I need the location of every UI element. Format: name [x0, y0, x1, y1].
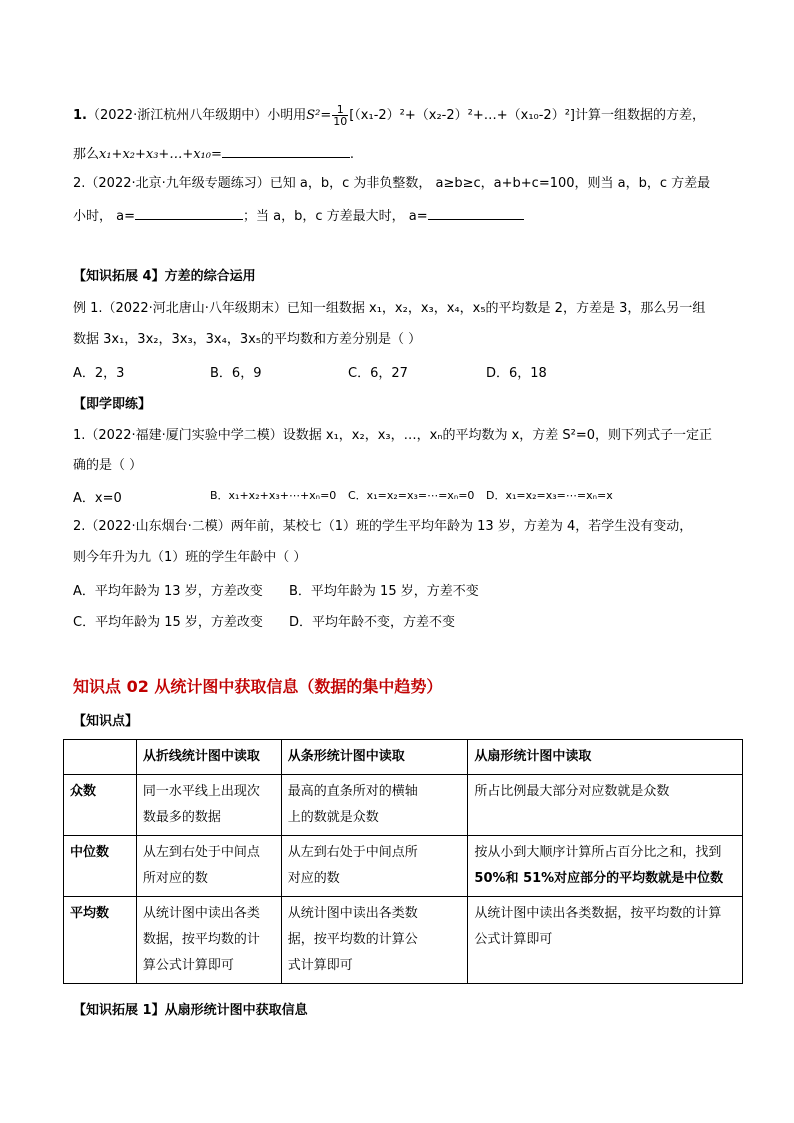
table-cell	[136, 775, 281, 836]
fraction-numerator: 1	[332, 104, 348, 116]
variance-symbol: S²=	[306, 108, 332, 123]
cell-line: 所对应的数	[142, 871, 208, 886]
option-a[interactable]: A．2，3	[73, 366, 125, 381]
table-header-pie-chart: 从扇形统计图中读取	[468, 740, 743, 775]
knowledge-extension-4-title: 【知识拓展 4】方差的综合运用	[73, 269, 256, 284]
cell-line: 从统计图中读出各类数	[287, 906, 418, 921]
row-head-mode: 众数	[64, 775, 137, 836]
cell-line: 据，按平均数的计算公	[287, 932, 418, 947]
fraction-denominator: 10	[333, 115, 348, 128]
row-head-mean: 平均数	[64, 897, 137, 984]
table-header-line-chart: 从折线统计图中读取	[136, 740, 281, 775]
variance-formula: [（x₁-2）²+（x₂-2）²+…+（x₁₀-2）²]计算一组数据的方差，	[349, 108, 705, 123]
practice-q1-option-a[interactable]: A．x=0	[73, 491, 122, 506]
cell-line: 最高的直条所对的横轴	[287, 784, 418, 799]
answer-blank-max[interactable]	[428, 205, 524, 220]
cell-line: 所占比例最大部分对应数就是众数	[474, 784, 670, 799]
question-1-line-1	[73, 104, 705, 127]
question-text: 2.（2022·北京·九年级专题练习）已知 a，b，c 为非负整数， a≥b≥c，a+b+c=100，则当 a，b，c 方差最	[73, 176, 711, 191]
table-cell	[281, 897, 468, 984]
option-d[interactable]: D．6，18	[486, 366, 547, 381]
table-header-corner	[64, 740, 137, 775]
practice-q2-option-b[interactable]: B．平均年龄为 15 岁，方差不变	[289, 584, 479, 599]
cell-line: 按从小到大顺序计算所占百分比之和，找到	[474, 845, 722, 860]
question-source: （2022·浙江杭州八年级期中）小明用	[86, 108, 307, 123]
table-cell	[281, 836, 468, 897]
cell-line: 算公式计算即可	[142, 958, 234, 973]
question-text: ；当 a，b，c 方差最大时， a=	[243, 209, 428, 224]
option-c[interactable]: C．6，27	[348, 366, 408, 381]
table-cell	[468, 897, 743, 984]
practice-q2-option-d[interactable]: D．平均年龄不变，方差不变	[289, 615, 456, 630]
table-cell	[281, 775, 468, 836]
period: .	[349, 147, 355, 162]
practice-title: 【即学即练】	[73, 397, 152, 412]
example-1-line-2	[73, 330, 421, 350]
knowledge-extension-1-title: 【知识拓展 1】从扇形统计图中获取信息	[73, 1003, 308, 1018]
table-header-bar-chart: 从条形统计图中读取	[281, 740, 468, 775]
table-row	[64, 897, 743, 984]
cell-line: 对应的数	[287, 871, 340, 886]
row-head-median: 中位数	[64, 836, 137, 897]
answer-blank[interactable]	[222, 143, 350, 158]
question-2-line-1	[73, 174, 710, 194]
question-text: 小时， a=	[73, 209, 135, 224]
table-row	[64, 775, 743, 836]
cell-line: 数最多的数据	[142, 810, 221, 825]
cell-line: 同一水平线上出现次	[142, 784, 260, 799]
practice-q1-option-d[interactable]: D．x₁=x₂=x₃=⋯=xₙ=x	[486, 489, 613, 502]
question-text: 则今年升为九（1）班的学生年龄中（ ）	[73, 550, 307, 565]
table-cell	[136, 836, 281, 897]
table-cell	[468, 836, 743, 897]
example-1-line-1	[73, 299, 705, 319]
option-b[interactable]: B．6，9	[210, 366, 262, 381]
table-row	[64, 836, 743, 897]
answer-blank-min[interactable]	[135, 205, 243, 220]
cell-line: 从统计图中读出各类	[142, 906, 260, 921]
practice-q2-option-a[interactable]: A．平均年龄为 13 岁，方差改变	[73, 584, 263, 599]
question-text: 确的是（ ）	[73, 458, 143, 473]
knowledge-point-label: 【知识点】	[73, 714, 139, 729]
example-text: 数据 3x₁，3x₂，3x₃，3x₄，3x₅的平均数和方差分别是（ ）	[73, 332, 422, 347]
cell-line: 公式计算即可	[474, 932, 553, 947]
practice-q1-option-c[interactable]: C．x₁=x₂=x₃=⋯=xₙ=0	[348, 489, 475, 502]
cell-line: 从左到右处于中间点所	[287, 845, 418, 860]
knowledge-table	[63, 739, 743, 984]
practice-q2-line-2	[73, 548, 306, 568]
fraction	[332, 104, 348, 127]
cell-line: 式计算即可	[287, 958, 353, 973]
table-header-row	[64, 740, 743, 775]
cell-line: 上的数就是众数	[287, 810, 379, 825]
practice-q2-line-1	[73, 517, 692, 537]
practice-q1-option-b[interactable]: B．x₁+x₂+x₃+⋯+xₙ=0	[210, 489, 337, 502]
cell-line: 数据，按平均数的计	[142, 932, 260, 947]
table-cell	[468, 775, 743, 836]
cell-line: 50%和 51%对应部分的平均数就是中位数	[474, 871, 724, 886]
question-1-line-2	[73, 143, 354, 165]
question-text: 1.（2022·福建·厦门实验中学二模）设数据 x₁，x₂，x₃，…，xₙ的平均数为 x，方差 S²=0，则下列式子一定正	[73, 428, 713, 443]
question-number: 1.	[73, 108, 87, 123]
practice-q2-option-c[interactable]: C．平均年龄为 15 岁，方差改变	[73, 615, 263, 630]
cell-line: 从左到右处于中间点	[142, 845, 260, 860]
practice-q1-line-1	[73, 426, 712, 446]
practice-q1-line-2	[73, 456, 142, 476]
cell-line: 从统计图中读出各类数据，按平均数的计算	[474, 906, 722, 921]
example-text: 例 1.（2022·河北唐山·八年级期末）已知一组数据 x₁，x₂，x₃，x₄，x₅的平均数是 2，方差是 3，那么另一组	[73, 301, 706, 316]
question-text: 2.（2022·山东烟台·二模）两年前，某校七（1）班的学生平均年龄为 13 岁，方差为 4，若学生没有变动，	[73, 519, 693, 534]
section-heading: 知识点 02 从统计图中获取信息（数据的集中趋势）	[73, 677, 443, 696]
question-2-line-2	[73, 205, 524, 227]
question-text: 那么	[73, 147, 100, 162]
sum-expression: x₁+x₂+x₃+…+x₁₀=	[99, 147, 222, 162]
table-cell	[136, 897, 281, 984]
